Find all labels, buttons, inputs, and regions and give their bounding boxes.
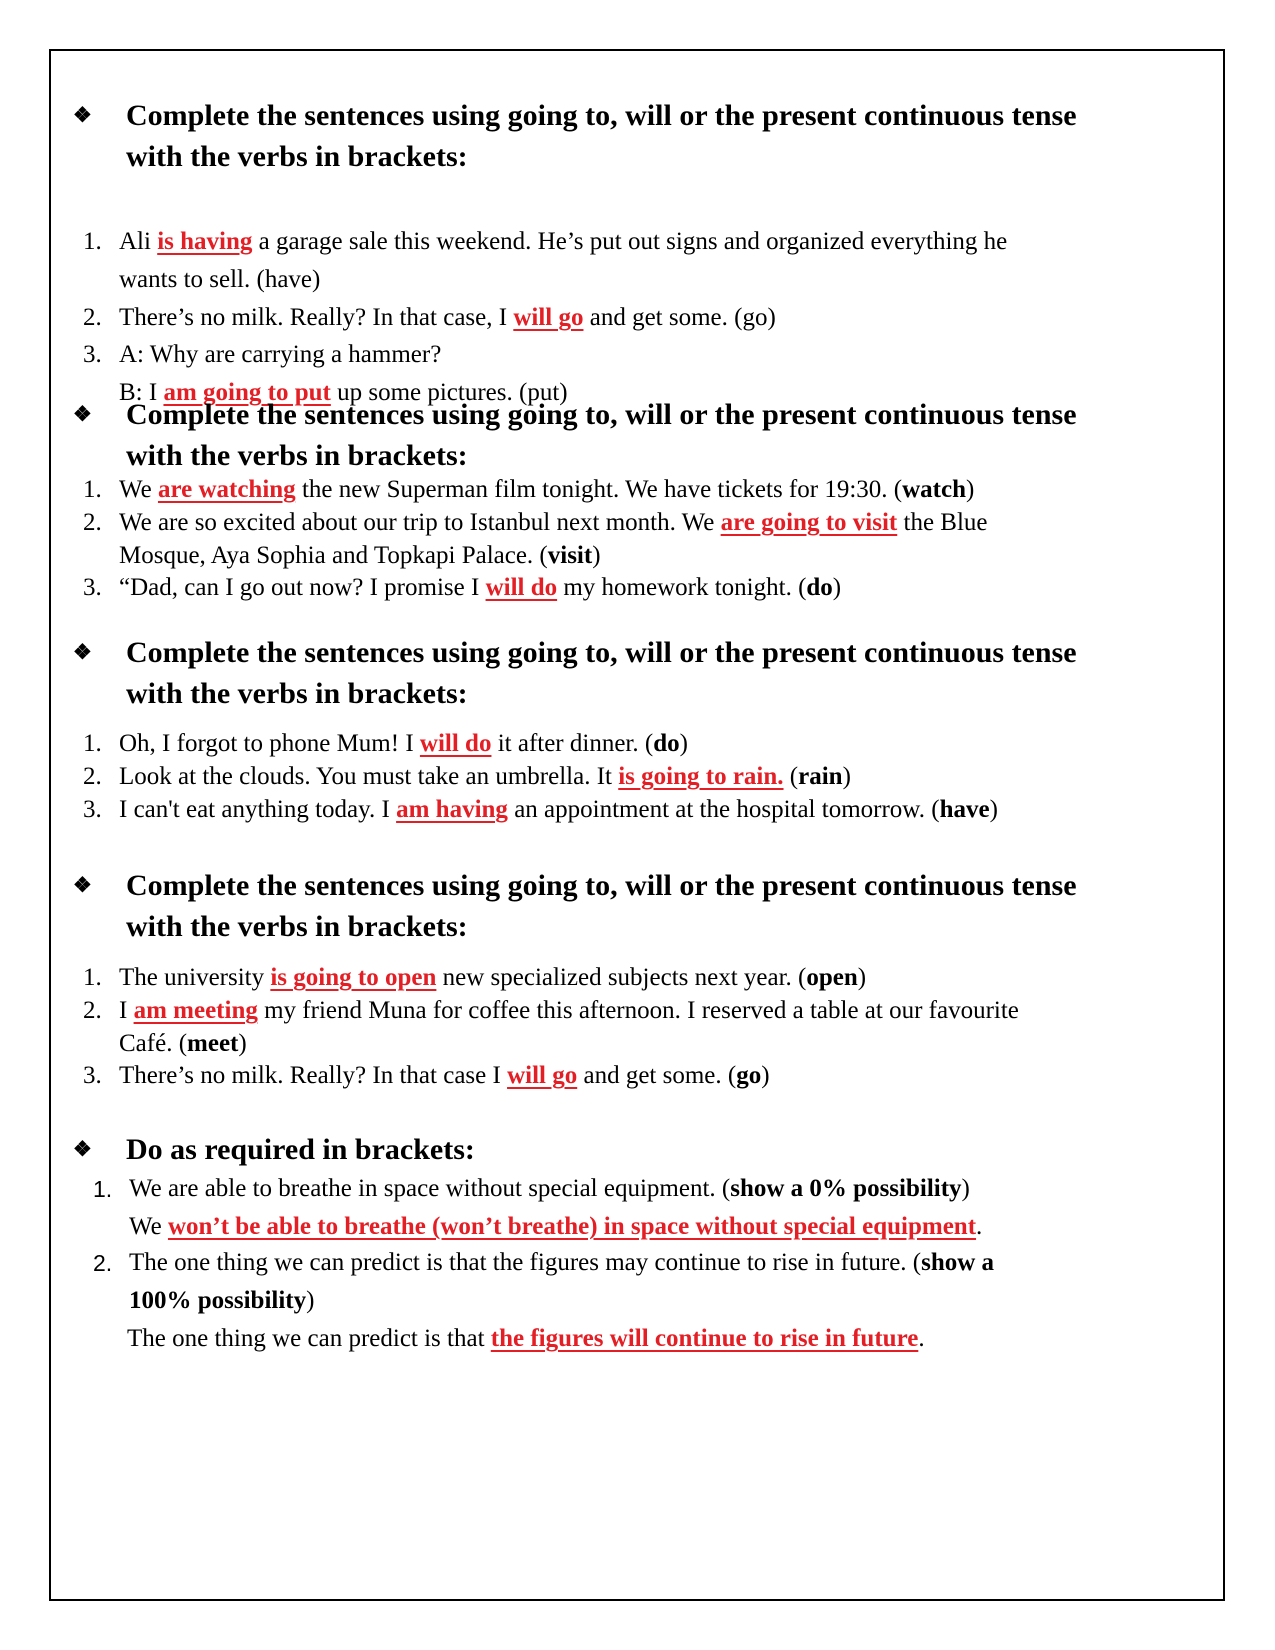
heading-line-1: Complete the sentences using going to, will or the present continuous tense: [126, 869, 1077, 902]
item-number: 1.: [93, 1176, 113, 1202]
answer: am meeting: [133, 997, 258, 1024]
answer: is having: [157, 228, 253, 255]
question-text-continued: Café. (meet): [119, 1030, 247, 1057]
page-border: [49, 49, 1225, 1601]
answer: will go: [507, 1062, 578, 1089]
heading-line-2: with the verbs in brackets:: [126, 140, 468, 173]
answer-line: We won’t be able to breathe (won’t breathe) in space without special equipment.: [129, 1213, 983, 1240]
answer: won’t be able to breathe (won’t breathe) in space without special equipment: [167, 1213, 977, 1240]
heading-line-2: with the verbs in brackets:: [126, 677, 468, 710]
heading-line-1: Complete the sentences using going to, will or the present continuous tense: [126, 99, 1077, 132]
question-text: I am meeting my friend Muna for coffee this afternoon. I reserved a table at our favourite: [119, 997, 1019, 1024]
item-number: 1.: [83, 964, 102, 991]
question-text: We are able to breathe in space without special equipment. (show a 0% possibility): [129, 1175, 970, 1202]
question-text: We are so excited about our trip to Istanbul next month. We are going to visit the Blue: [119, 509, 988, 536]
item-number: 2.: [83, 997, 102, 1024]
question-text: Oh, I forgot to phone Mum! I will do it after dinner. (do): [119, 730, 688, 757]
question-text: The one thing we can predict is that the figures may continue to rise in future. (show a: [129, 1249, 995, 1276]
item-number: 1.: [83, 476, 102, 503]
answer-line: The one thing we can predict is that the figures will continue to rise in future.: [127, 1325, 925, 1352]
question-text: “Dad, can I go out now? I promise I will do my homework tonight. (do): [119, 574, 842, 601]
diamond-bullet-icon: ❖: [73, 1137, 92, 1161]
heading-line-2: with the verbs in brackets:: [126, 439, 468, 472]
heading-line-1: Complete the sentences using going to, will or the present continuous tense: [126, 636, 1077, 669]
item-number: 2.: [93, 1250, 113, 1276]
question-text: Ali is having a garage sale this weekend. He’s put out signs and organized everything he: [119, 228, 1008, 255]
heading-line-2: with the verbs in brackets:: [126, 910, 468, 943]
question-text: There’s no milk. Really? In that case I will go and get some. (go): [119, 1062, 770, 1089]
answer: are watching: [157, 476, 296, 503]
item-number: 3.: [83, 1062, 102, 1089]
diamond-bullet-icon: ❖: [73, 873, 92, 897]
question-text: I can't eat anything today. I am having an appointment at the hospital tomorrow. (have): [119, 796, 998, 823]
item-number: 2.: [83, 763, 102, 790]
question-text-continued: 100% possibility): [129, 1287, 315, 1314]
heading-line-1: Complete the sentences using going to, will or the present continuous tense: [126, 398, 1077, 431]
item-number: 2.: [83, 509, 102, 536]
item-number: 2.: [83, 304, 102, 331]
diamond-bullet-icon: ❖: [73, 402, 92, 426]
item-number: 3.: [83, 341, 102, 368]
item-number: 3.: [83, 796, 102, 823]
question-text: A: Why are carrying a hammer?: [119, 341, 442, 368]
question-text-continued: B: I am going to put up some pictures. (put): [119, 379, 568, 406]
item-number: 3.: [83, 574, 102, 601]
answer: are going to visit: [720, 509, 898, 536]
question-text: The university is going to open new specialized subjects next year. (open): [119, 964, 867, 991]
answer: will do: [419, 730, 492, 757]
question-text-continued: wants to sell. (have): [119, 266, 321, 293]
answer: the figures will continue to rise in future: [490, 1325, 919, 1352]
diamond-bullet-icon: ❖: [73, 640, 92, 664]
answer: is going to rain.: [618, 763, 784, 790]
diamond-bullet-icon: ❖: [73, 103, 92, 127]
answer: will go: [513, 304, 584, 331]
answer: will do: [485, 574, 558, 601]
answer: am having: [396, 796, 508, 823]
heading-line-1: Do as required in brackets:: [126, 1133, 475, 1166]
answer: is going to open: [270, 964, 437, 991]
question-text: We are watching the new Superman film tonight. We have tickets for 19:30. (watch): [119, 476, 975, 503]
question-text: There’s no milk. Really? In that case, I will go and get some. (go): [119, 304, 776, 331]
answer: am going to put: [163, 379, 331, 406]
question-text-continued: Mosque, Aya Sophia and Topkapi Palace. (visit): [119, 542, 601, 569]
item-number: 1.: [83, 730, 102, 757]
question-text: Look at the clouds. You must take an umbrella. It is going to rain. (rain): [119, 763, 851, 790]
item-number: 1.: [83, 228, 102, 255]
